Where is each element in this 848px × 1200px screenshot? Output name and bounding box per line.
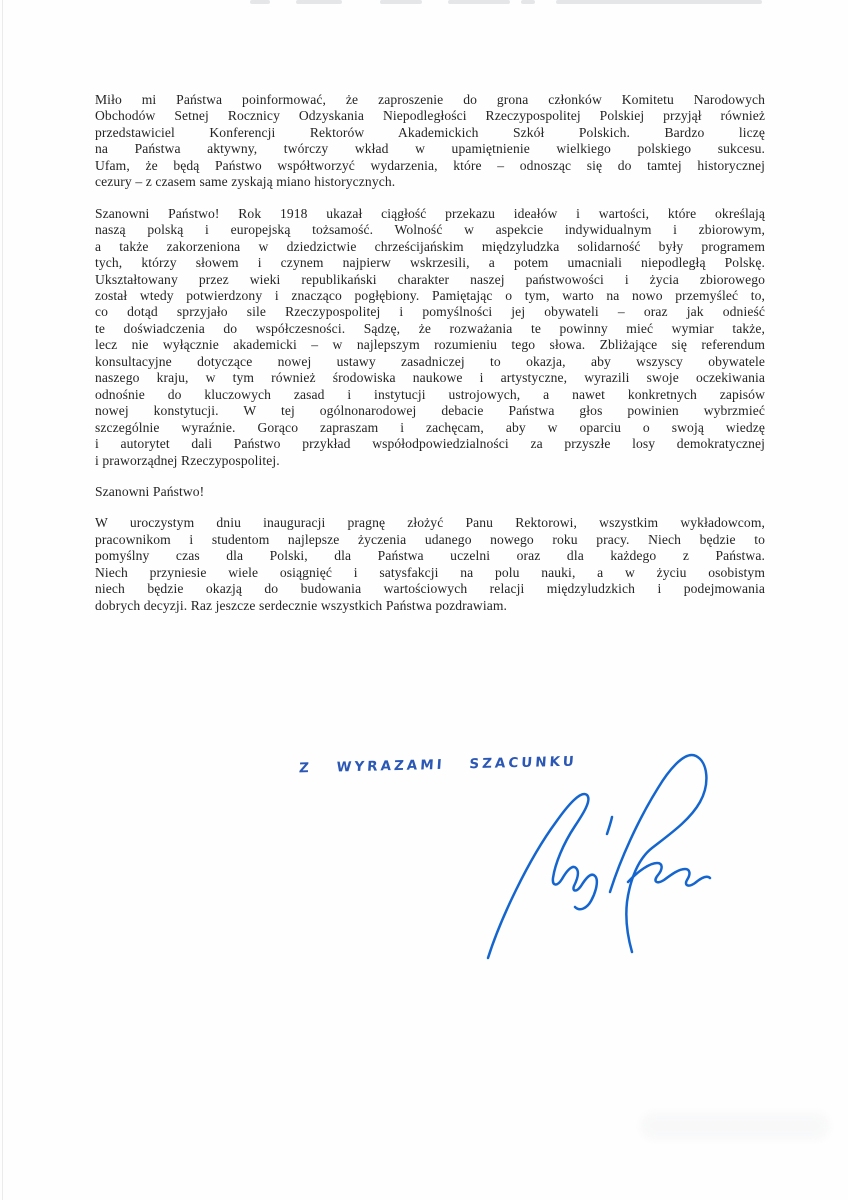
text-line: Szanowni Państwo! Rok 1918 ukazał ciągłość przekazu ideałów i wartości, które określają — [95, 205, 765, 221]
text-line: przedstawiciel Konferencji Rektorów Akademickich Szkół Polskich. Bardzo liczę — [95, 124, 765, 140]
signature-stroke — [610, 755, 706, 952]
text-line: naszego kraju, w tym również środowiska naukowe i artystyczne, wyrazili swoje oczekiwania — [95, 370, 765, 386]
text-line: tych, którzy słowem i czynem najpierw wskrzesili, a potem umacniali niepodległą Polskę. — [95, 255, 765, 271]
text-line: a także zakorzeniona w dziedzictwie chrześcijańskim międzyludzka solidarność były programem — [95, 238, 765, 254]
text-line: odnośnie do kluczowych zasad i instytucji ustrojowych, a nawet konkretnych zapisów — [95, 386, 765, 402]
text-line: Szanowni Państwo! — [95, 483, 205, 499]
text-line: na Państwa aktywny, twórczy wkład w upamiętnienie wielkiego polskiego sukcesu. — [95, 141, 765, 157]
signature-flourish — [460, 740, 745, 970]
text-line: nowej konstytucji. W tej ogólnonarodowej debacie Państwa głos powinien wybrzmieć — [95, 403, 765, 419]
salutation — [95, 484, 765, 500]
text-line: Ukształtowany przez wieki republikański charakter naszej państwowości i życia zbiorowego — [95, 271, 765, 287]
text-line: co dotąd sprzyjało sile Rzeczypospolitej i pomyślności jej obywateli – oraz jak odnieść — [95, 304, 765, 320]
text-line: W uroczystym dniu inauguracji pragnę złożyć Panu Rektorowi, wszystkim wykładowcom, — [95, 515, 765, 531]
text-line: Ufam, że będą Państwo współtworzyć wydarzenia, które – odnosząc się do tamtej historycznej — [95, 157, 765, 173]
text-line: pracownikom i studentom najlepsze życzenia udanego nowego roku pracy. Niech będzie to — [95, 531, 765, 547]
signature-stroke — [628, 863, 710, 886]
scan-artifact-bottom — [640, 1112, 830, 1140]
text-line: został wtedy potwierdzony i znacząco pogłębiony. Pamiętając o tym, warto na nowo przemyśleć to, — [95, 287, 765, 303]
signature-stroke — [488, 794, 597, 958]
text-line: Niech przyniesie wiele osiągnięć i satysfakcji na polu nauki, a w życiu osobistym — [95, 564, 765, 580]
paragraph-1918 — [95, 206, 765, 469]
letter-body — [95, 92, 765, 629]
scan-mark — [556, 0, 762, 4]
scan-mark — [296, 0, 342, 4]
text-line: pomyślny czas dla Polski, dla Państwa uczelni oraz dla każdego z Państwa. — [95, 548, 765, 564]
scan-mark — [380, 0, 422, 4]
signature-stroke — [607, 817, 612, 834]
text-line: konsultacyjne dotyczące nowej ustawy zasadniczej to okazja, aby wszyscy obywatele — [95, 353, 765, 369]
paragraph-wishes — [95, 515, 765, 614]
paragraph-invitation — [95, 92, 765, 191]
text-line: dobrych decyzji. Raz jeszcze serdecznie wszystkich Państwa pozdrawiam. — [95, 597, 508, 613]
text-line: niech będzie okazją do budowania wartościowych relacji międzyludzkich i podejmowania — [95, 581, 765, 597]
handwritten-closing: Z WYRAZAMI SZACUNKU — [298, 753, 578, 777]
text-line: i praworządnej Rzeczypospolitej. — [95, 452, 280, 468]
scan-mark — [250, 0, 270, 4]
text-line: szczególnie wyraźnie. Gorąco zapraszam i zachęcam, aby w oparciu o swoją wiedzę — [95, 419, 765, 435]
text-line: i autorytet dali Państwo przykład współodpowiedzialności za przyszłe losy demokratycznej — [95, 436, 765, 452]
text-line: cezury – z czasem same zyskają miano historycznych. — [95, 174, 396, 190]
text-line: Obchodów Setnej Rocznicy Odzyskania Niepodległości Rzeczypospolitej Polskiej przyjął również — [95, 108, 765, 124]
page-edge-line — [2, 0, 3, 1200]
text-line: naszą polską i europejską tożsamość. Wolność w aspekcie indywidualnym i zbiorowym, — [95, 222, 765, 238]
text-line: Miło mi Państwa poinformować, że zaproszenie do grona członków Komitetu Narodowych — [95, 92, 765, 107]
scan-mark — [521, 0, 535, 4]
text-line: lecz nie wyłącznie akademicki – w najlepszym rozumieniu tego słowa. Zbliżające się referendum — [95, 337, 765, 353]
text-line: te doświadczenia do współczesności. Sądzę, że rozważania te powinny mieć wymiar także, — [95, 320, 765, 336]
scan-mark — [448, 0, 510, 4]
